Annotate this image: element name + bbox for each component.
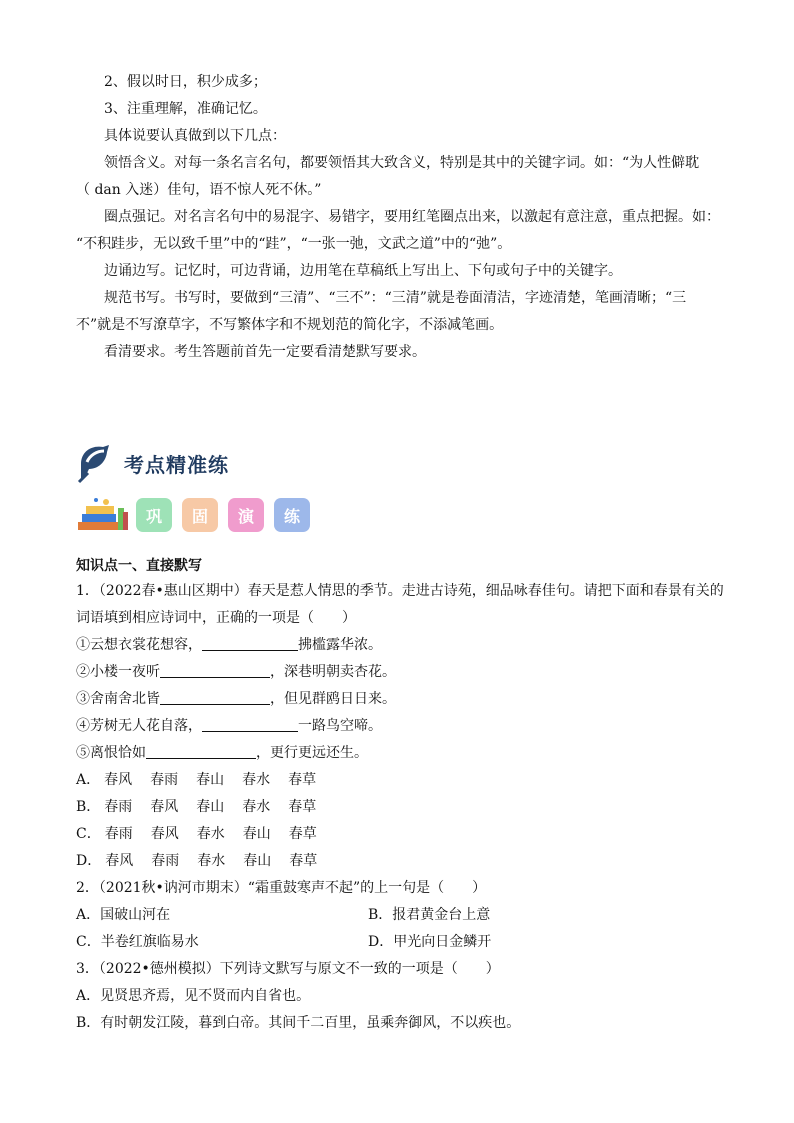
badge-1: 巩 (136, 498, 172, 532)
badge-4: 练 (274, 498, 310, 532)
badge-2: 固 (182, 498, 218, 532)
intro-line-3: 具体说要认真做到以下几点： (104, 128, 286, 144)
intro-line-2: 3、注重理解，准确记忆。 (104, 101, 267, 117)
q1-stem-2: 词语填到相应诗词中，正确的一项是（ ） (76, 610, 356, 626)
q2-option-b[interactable]: B．报君黄金台上意 (368, 907, 491, 923)
q1-item-5: ⑤离恨恰如 ，更行更远还生。 (76, 745, 368, 761)
practice-badges (76, 496, 320, 534)
q2-option-a[interactable]: A．国破山河在 (76, 907, 171, 923)
q1-item-4: ④芳树无人花自落， 一路鸟空啼。 (76, 718, 382, 734)
q1-item-3: ③舍南舍北皆 ，但见群鸥日日来。 (76, 691, 396, 707)
pen-logo-icon (76, 442, 114, 484)
q1-stem-1: 1．（2022春•惠山区期中）春天是惹人情思的季节。走进古诗苑，细品咏春佳句。请把下面和春景有关的 (76, 583, 724, 599)
answer-blank (202, 718, 298, 732)
books-icon (76, 496, 130, 534)
q1-option-a[interactable]: A． 春风 春雨 春山 春水 春草 (76, 772, 317, 788)
q3-stem: 3．（2022•德州模拟）下列诗文默写与原文不一致的一项是（ ） (76, 961, 500, 977)
intro-line-1: 2、假以时日，积少成多； (104, 74, 267, 90)
intro-p5: 看清要求。考生答题前首先一定要看清楚默写要求。 (104, 344, 426, 360)
section-header (76, 442, 229, 484)
q3-option-b[interactable]: B．有时朝发江陵，暮到白帝。其间千二百里，虽乘奔御风，不以疾也。 (76, 1015, 521, 1031)
intro-p3: 边诵边写。记忆时，可边背诵，边用笔在草稿纸上写出上、下句或句子中的关键字。 (104, 263, 622, 279)
section-title: 考点精准练 (124, 452, 229, 477)
knowledge-point-title: 知识点一、直接默写 (76, 558, 202, 574)
q2-option-c[interactable]: C．半卷红旗临易水 (76, 934, 199, 950)
intro-p4-b: 不”就是不写潦草字，不写繁体字和不规划范的简化字，不添减笔画。 (76, 317, 504, 333)
answer-blank (160, 691, 270, 705)
q1-option-d[interactable]: D． 春风 春雨 春水 春山 春草 (76, 853, 318, 869)
intro-p1-a: 领悟含义。对每一条名言名句，都要领悟其大致含义，特别是其中的关键字词。如：“为人性僻耽 (104, 155, 700, 171)
intro-p2-b: “不积跬步，无以致千里”中的“跬”，“一张一弛，文武之道”中的“弛”。 (76, 236, 512, 252)
badge-3: 演 (228, 498, 264, 532)
q1-option-c[interactable]: C． 春雨 春风 春水 春山 春草 (76, 826, 317, 842)
q2-option-d[interactable]: D．甲光向日金鳞开 (368, 934, 492, 950)
q1-item-1: ①云想衣裳花想容， 拂槛露华浓。 (76, 637, 382, 653)
q2-stem: 2．（2021秋•讷河市期末）“霜重鼓寒声不起”的上一句是（ ） (76, 880, 487, 896)
q3-option-a[interactable]: A．见贤思齐焉，见不贤而内自省也。 (76, 988, 311, 1004)
q1-item-2: ②小楼一夜听 ，深巷明朝卖杏花。 (76, 664, 396, 680)
intro-p2-a: 圈点强记。对名言名句中的易混字、易错字，要用红笔圈点出来，以激起有意注意，重点把握。如： (104, 209, 720, 225)
intro-p4-a: 规范书写。书写时，要做到“三清”、“三不”：“三清”就是卷面清洁，字迹清楚，笔画清晰；“三 (104, 290, 687, 306)
q1-option-b[interactable]: B． 春雨 春风 春山 春水 春草 (76, 799, 317, 815)
answer-blank (160, 664, 270, 678)
intro-p1-b: （ dan 入迷）佳句，语不惊人死不休。” (76, 182, 322, 198)
answer-blank (146, 745, 256, 759)
answer-blank (202, 637, 298, 651)
